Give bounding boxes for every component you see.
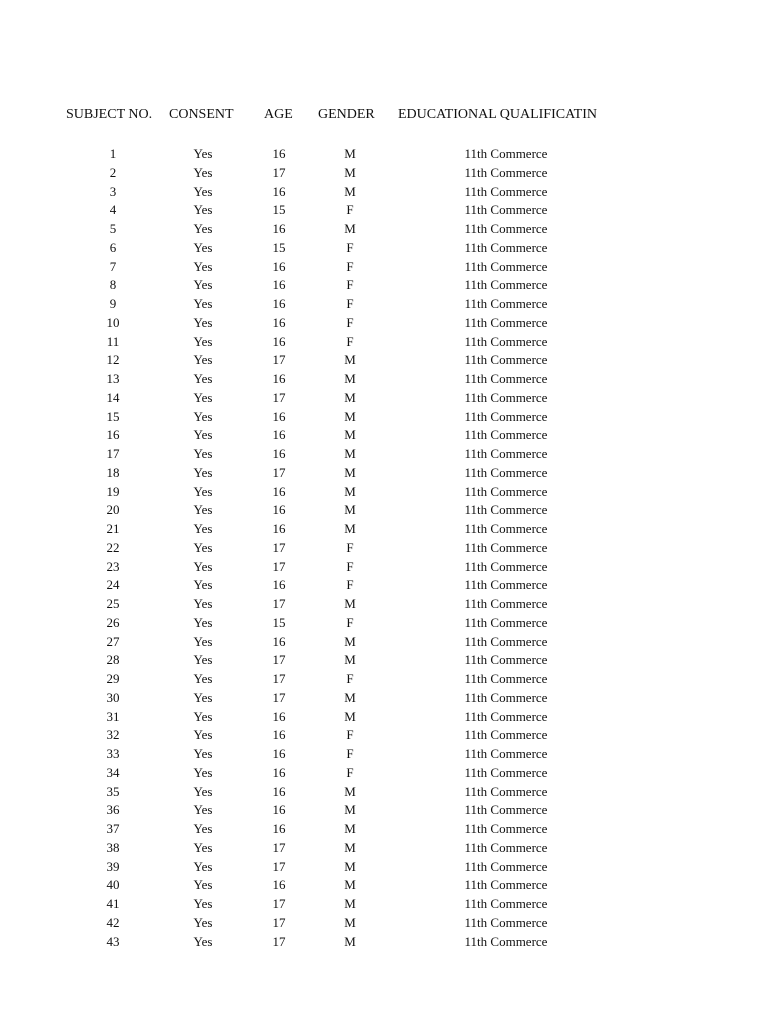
cell-gender: M bbox=[344, 183, 356, 199]
table-row bbox=[0, 764, 768, 783]
cell-age: 17 bbox=[272, 352, 286, 368]
cell-consent: Yes bbox=[193, 296, 213, 311]
cell-consent: Yes bbox=[193, 614, 213, 630]
header-educational-qualification: EDUCATIONAL QUALIFICATIN bbox=[398, 107, 597, 122]
cell-educational-qualification: 11th Commerce bbox=[464, 821, 548, 836]
cell-subject-no: 26 bbox=[106, 614, 120, 630]
cell-gender: M bbox=[344, 633, 356, 649]
cell-gender: M bbox=[344, 708, 356, 724]
cell-age: 17 bbox=[272, 558, 286, 574]
table-row bbox=[0, 576, 768, 595]
table-row bbox=[0, 876, 768, 895]
cell-gender: M bbox=[344, 652, 356, 668]
cell-consent: Yes bbox=[193, 446, 213, 461]
cell-age: 15 bbox=[272, 202, 286, 218]
table-row bbox=[0, 164, 768, 183]
cell-educational-qualification: 11th Commerce bbox=[464, 146, 548, 161]
cell-consent: Yes bbox=[193, 202, 213, 218]
header-subject-no: SUBJECT NO. bbox=[66, 107, 153, 122]
cell-educational-qualification: 11th Commerce bbox=[464, 802, 548, 818]
cell-age: 16 bbox=[272, 802, 286, 818]
cell-subject-no: 35 bbox=[106, 783, 120, 799]
table-row bbox=[0, 914, 768, 933]
cell-subject-no: 21 bbox=[106, 521, 120, 536]
cell-age: 16 bbox=[272, 427, 286, 443]
cell-gender: M bbox=[344, 164, 356, 180]
cell-consent: Yes bbox=[193, 464, 213, 480]
cell-age: 15 bbox=[272, 614, 286, 630]
cell-gender: M bbox=[344, 914, 356, 930]
table-row bbox=[0, 258, 768, 277]
cell-educational-qualification: 11th Commerce bbox=[464, 764, 548, 780]
cell-consent: Yes bbox=[193, 277, 213, 293]
table-row bbox=[0, 670, 768, 689]
cell-consent: Yes bbox=[193, 389, 213, 405]
table-row bbox=[0, 314, 768, 333]
cell-consent: Yes bbox=[193, 689, 213, 705]
cell-gender: F bbox=[346, 539, 354, 555]
table-row bbox=[0, 708, 768, 727]
cell-subject-no: 24 bbox=[106, 577, 120, 593]
cell-consent: Yes bbox=[193, 896, 213, 911]
cell-educational-qualification: 11th Commerce bbox=[464, 258, 548, 274]
cell-consent: Yes bbox=[193, 933, 213, 949]
cell-age: 16 bbox=[272, 446, 286, 461]
cell-consent: Yes bbox=[193, 539, 213, 555]
cell-consent: Yes bbox=[193, 352, 213, 368]
cell-subject-no: 39 bbox=[106, 858, 120, 874]
cell-age: 16 bbox=[272, 221, 286, 236]
cell-subject-no: 4 bbox=[109, 202, 117, 218]
cell-educational-qualification: 11th Commerce bbox=[464, 164, 548, 180]
cell-subject-no: 42 bbox=[106, 914, 120, 930]
cell-educational-qualification: 11th Commerce bbox=[464, 446, 548, 461]
table-row bbox=[0, 464, 768, 483]
cell-subject-no: 6 bbox=[109, 239, 117, 255]
cell-educational-qualification: 11th Commerce bbox=[464, 314, 548, 330]
cell-subject-no: 23 bbox=[106, 558, 120, 574]
cell-educational-qualification: 11th Commerce bbox=[464, 558, 548, 574]
cell-educational-qualification: 11th Commerce bbox=[464, 427, 548, 443]
cell-gender: M bbox=[344, 464, 356, 480]
cell-gender: F bbox=[346, 258, 354, 274]
cell-educational-qualification: 11th Commerce bbox=[464, 614, 548, 630]
cell-educational-qualification: 11th Commerce bbox=[464, 652, 548, 668]
cell-gender: F bbox=[346, 764, 354, 780]
table-row bbox=[0, 858, 768, 877]
table-row bbox=[0, 351, 768, 370]
cell-gender: M bbox=[344, 689, 356, 705]
cell-age: 17 bbox=[272, 858, 286, 874]
cell-consent: Yes bbox=[193, 858, 213, 874]
cell-age: 17 bbox=[272, 933, 286, 949]
table-row bbox=[0, 783, 768, 802]
header-consent: CONSENT bbox=[169, 107, 234, 122]
cell-educational-qualification: 11th Commerce bbox=[464, 671, 548, 686]
cell-age: 16 bbox=[272, 821, 286, 836]
cell-age: 16 bbox=[272, 577, 286, 593]
cell-gender: M bbox=[344, 427, 356, 443]
cell-educational-qualification: 11th Commerce bbox=[464, 783, 548, 799]
cell-age: 16 bbox=[272, 408, 286, 424]
table-row bbox=[0, 895, 768, 914]
cell-consent: Yes bbox=[193, 146, 213, 161]
table-row bbox=[0, 614, 768, 633]
cell-age: 16 bbox=[272, 296, 286, 311]
cell-consent: Yes bbox=[193, 652, 213, 668]
cell-educational-qualification: 11th Commerce bbox=[464, 708, 548, 724]
cell-age: 16 bbox=[272, 783, 286, 799]
table-row bbox=[0, 445, 768, 464]
cell-age: 17 bbox=[272, 539, 286, 555]
cell-educational-qualification: 11th Commerce bbox=[464, 896, 548, 911]
cell-subject-no: 33 bbox=[106, 746, 120, 761]
cell-consent: Yes bbox=[193, 877, 213, 893]
cell-consent: Yes bbox=[193, 427, 213, 443]
cell-age: 16 bbox=[272, 746, 286, 761]
cell-gender: M bbox=[344, 483, 356, 499]
table-row bbox=[0, 220, 768, 239]
cell-educational-qualification: 11th Commerce bbox=[464, 502, 548, 518]
cell-gender: M bbox=[344, 877, 356, 893]
cell-subject-no: 19 bbox=[106, 483, 120, 499]
table-row bbox=[0, 389, 768, 408]
cell-consent: Yes bbox=[193, 502, 213, 518]
cell-consent: Yes bbox=[193, 746, 213, 761]
table-row bbox=[0, 295, 768, 314]
cell-subject-no: 13 bbox=[106, 371, 120, 386]
table-row bbox=[0, 539, 768, 558]
cell-gender: F bbox=[346, 202, 354, 218]
cell-consent: Yes bbox=[193, 596, 213, 611]
cell-age: 16 bbox=[272, 727, 286, 743]
cell-gender: M bbox=[344, 783, 356, 799]
cell-subject-no: 28 bbox=[106, 652, 120, 668]
cell-age: 17 bbox=[272, 689, 286, 705]
cell-subject-no: 16 bbox=[106, 427, 120, 443]
cell-gender: M bbox=[344, 408, 356, 424]
table-row bbox=[0, 239, 768, 258]
cell-subject-no: 41 bbox=[106, 896, 120, 911]
cell-age: 17 bbox=[272, 671, 286, 686]
table-row bbox=[0, 370, 768, 389]
cell-subject-no: 11 bbox=[106, 333, 120, 349]
cell-age: 17 bbox=[272, 652, 286, 668]
cell-gender: F bbox=[346, 296, 354, 311]
cell-educational-qualification: 11th Commerce bbox=[464, 933, 548, 949]
table-row bbox=[0, 501, 768, 520]
cell-educational-qualification: 11th Commerce bbox=[464, 914, 548, 930]
cell-subject-no: 8 bbox=[109, 277, 117, 293]
cell-subject-no: 5 bbox=[109, 221, 117, 236]
cell-educational-qualification: 11th Commerce bbox=[464, 277, 548, 293]
cell-educational-qualification: 11th Commerce bbox=[464, 221, 548, 236]
cell-age: 17 bbox=[272, 914, 286, 930]
cell-subject-no: 36 bbox=[106, 802, 120, 818]
cell-consent: Yes bbox=[193, 839, 213, 855]
cell-age: 17 bbox=[272, 389, 286, 405]
cell-gender: M bbox=[344, 146, 356, 161]
cell-age: 16 bbox=[272, 371, 286, 386]
cell-subject-no: 25 bbox=[106, 596, 120, 611]
table-row bbox=[0, 333, 768, 352]
cell-educational-qualification: 11th Commerce bbox=[464, 521, 548, 536]
cell-educational-qualification: 11th Commerce bbox=[464, 746, 548, 761]
cell-consent: Yes bbox=[193, 314, 213, 330]
table-row bbox=[0, 726, 768, 745]
cell-educational-qualification: 11th Commerce bbox=[464, 633, 548, 649]
cell-subject-no: 20 bbox=[106, 502, 120, 518]
cell-age: 16 bbox=[272, 633, 286, 649]
cell-subject-no: 29 bbox=[106, 671, 120, 686]
cell-consent: Yes bbox=[193, 221, 213, 236]
table-row bbox=[0, 520, 768, 539]
cell-consent: Yes bbox=[193, 914, 213, 930]
cell-consent: Yes bbox=[193, 783, 213, 799]
cell-subject-no: 15 bbox=[106, 408, 120, 424]
cell-gender: M bbox=[344, 896, 356, 911]
cell-subject-no: 38 bbox=[106, 839, 120, 855]
cell-subject-no: 2 bbox=[109, 164, 117, 180]
table-row bbox=[0, 839, 768, 858]
table-row bbox=[0, 633, 768, 652]
cell-consent: Yes bbox=[193, 708, 213, 724]
cell-subject-no: 18 bbox=[106, 464, 120, 480]
cell-educational-qualification: 11th Commerce bbox=[464, 389, 548, 405]
cell-educational-qualification: 11th Commerce bbox=[464, 877, 548, 893]
table-row bbox=[0, 483, 768, 502]
cell-gender: F bbox=[346, 577, 354, 593]
cell-age: 16 bbox=[272, 521, 286, 536]
cell-age: 16 bbox=[272, 764, 286, 780]
cell-subject-no: 40 bbox=[106, 877, 120, 893]
cell-gender: F bbox=[346, 239, 354, 255]
cell-age: 16 bbox=[272, 877, 286, 893]
cell-age: 17 bbox=[272, 464, 286, 480]
cell-educational-qualification: 11th Commerce bbox=[464, 577, 548, 593]
cell-gender: F bbox=[346, 727, 354, 743]
cell-age: 17 bbox=[272, 839, 286, 855]
table-header bbox=[0, 107, 768, 127]
table-row bbox=[0, 689, 768, 708]
cell-consent: Yes bbox=[193, 764, 213, 780]
table-row bbox=[0, 426, 768, 445]
cell-educational-qualification: 11th Commerce bbox=[464, 483, 548, 499]
cell-gender: F bbox=[346, 671, 354, 686]
cell-age: 17 bbox=[272, 164, 286, 180]
cell-educational-qualification: 11th Commerce bbox=[464, 183, 548, 199]
cell-consent: Yes bbox=[193, 239, 213, 255]
cell-gender: M bbox=[344, 521, 356, 536]
cell-gender: M bbox=[344, 839, 356, 855]
table-row bbox=[0, 408, 768, 427]
cell-age: 16 bbox=[272, 314, 286, 330]
cell-consent: Yes bbox=[193, 371, 213, 386]
cell-gender: M bbox=[344, 389, 356, 405]
table-body bbox=[0, 145, 768, 951]
cell-educational-qualification: 11th Commerce bbox=[464, 202, 548, 218]
cell-consent: Yes bbox=[193, 821, 213, 836]
cell-consent: Yes bbox=[193, 183, 213, 199]
cell-subject-no: 31 bbox=[106, 708, 120, 724]
cell-consent: Yes bbox=[193, 577, 213, 593]
cell-gender: M bbox=[344, 821, 356, 836]
cell-educational-qualification: 11th Commerce bbox=[464, 727, 548, 743]
header-age: AGE bbox=[264, 107, 293, 122]
cell-subject-no: 7 bbox=[109, 258, 117, 274]
cell-age: 17 bbox=[272, 896, 286, 911]
cell-gender: F bbox=[346, 558, 354, 574]
cell-gender: F bbox=[346, 614, 354, 630]
table-row bbox=[0, 745, 768, 764]
cell-educational-qualification: 11th Commerce bbox=[464, 596, 548, 611]
cell-educational-qualification: 11th Commerce bbox=[464, 371, 548, 386]
cell-consent: Yes bbox=[193, 521, 213, 536]
cell-educational-qualification: 11th Commerce bbox=[464, 689, 548, 705]
cell-consent: Yes bbox=[193, 802, 213, 818]
cell-educational-qualification: 11th Commerce bbox=[464, 464, 548, 480]
cell-age: 16 bbox=[272, 183, 286, 199]
cell-educational-qualification: 11th Commerce bbox=[464, 858, 548, 874]
cell-consent: Yes bbox=[193, 408, 213, 424]
cell-subject-no: 3 bbox=[109, 183, 117, 199]
cell-subject-no: 43 bbox=[106, 933, 120, 949]
cell-age: 16 bbox=[272, 146, 286, 161]
cell-age: 16 bbox=[272, 333, 286, 349]
cell-gender: F bbox=[346, 314, 354, 330]
cell-gender: M bbox=[344, 596, 356, 611]
cell-educational-qualification: 11th Commerce bbox=[464, 539, 548, 555]
cell-consent: Yes bbox=[193, 671, 213, 686]
table-row bbox=[0, 145, 768, 164]
cell-subject-no: 22 bbox=[106, 539, 120, 555]
cell-subject-no: 37 bbox=[106, 821, 120, 836]
cell-gender: M bbox=[344, 221, 356, 236]
cell-consent: Yes bbox=[193, 483, 213, 499]
cell-gender: M bbox=[344, 352, 356, 368]
cell-educational-qualification: 11th Commerce bbox=[464, 296, 548, 311]
cell-educational-qualification: 11th Commerce bbox=[464, 352, 548, 368]
table-row bbox=[0, 595, 768, 614]
cell-subject-no: 10 bbox=[106, 314, 120, 330]
cell-gender: F bbox=[346, 746, 354, 761]
cell-gender: M bbox=[344, 502, 356, 518]
cell-gender: M bbox=[344, 371, 356, 386]
cell-consent: Yes bbox=[193, 164, 213, 180]
cell-subject-no: 17 bbox=[106, 446, 120, 461]
cell-age: 15 bbox=[272, 239, 286, 255]
cell-gender: M bbox=[344, 802, 356, 818]
cell-age: 16 bbox=[272, 258, 286, 274]
cell-age: 16 bbox=[272, 277, 286, 293]
cell-age: 17 bbox=[272, 596, 286, 611]
cell-gender: M bbox=[344, 933, 356, 949]
cell-subject-no: 9 bbox=[109, 296, 117, 311]
cell-consent: Yes bbox=[193, 727, 213, 743]
cell-educational-qualification: 11th Commerce bbox=[464, 408, 548, 424]
cell-subject-no: 14 bbox=[106, 389, 120, 405]
cell-consent: Yes bbox=[193, 558, 213, 574]
table-row bbox=[0, 801, 768, 820]
cell-age: 16 bbox=[272, 502, 286, 518]
cell-educational-qualification: 11th Commerce bbox=[464, 839, 548, 855]
cell-subject-no: 27 bbox=[106, 633, 120, 649]
cell-gender: M bbox=[344, 858, 356, 874]
cell-gender: M bbox=[344, 446, 356, 461]
cell-age: 16 bbox=[272, 483, 286, 499]
cell-age: 16 bbox=[272, 708, 286, 724]
table-row bbox=[0, 933, 768, 952]
cell-consent: Yes bbox=[193, 333, 213, 349]
cell-educational-qualification: 11th Commerce bbox=[464, 239, 548, 255]
cell-gender: F bbox=[346, 277, 354, 293]
cell-subject-no: 32 bbox=[106, 727, 120, 743]
table-row bbox=[0, 201, 768, 220]
table-row bbox=[0, 558, 768, 577]
table-row bbox=[0, 651, 768, 670]
table-row bbox=[0, 183, 768, 202]
cell-subject-no: 34 bbox=[106, 764, 120, 780]
table-row bbox=[0, 820, 768, 839]
cell-educational-qualification: 11th Commerce bbox=[464, 333, 548, 349]
cell-consent: Yes bbox=[193, 258, 213, 274]
table-row bbox=[0, 276, 768, 295]
cell-subject-no: 12 bbox=[106, 352, 120, 368]
cell-gender: F bbox=[346, 333, 354, 349]
cell-consent: Yes bbox=[193, 633, 213, 649]
cell-subject-no: 30 bbox=[106, 689, 120, 705]
cell-subject-no: 1 bbox=[109, 146, 117, 161]
header-gender: GENDER bbox=[318, 107, 375, 122]
